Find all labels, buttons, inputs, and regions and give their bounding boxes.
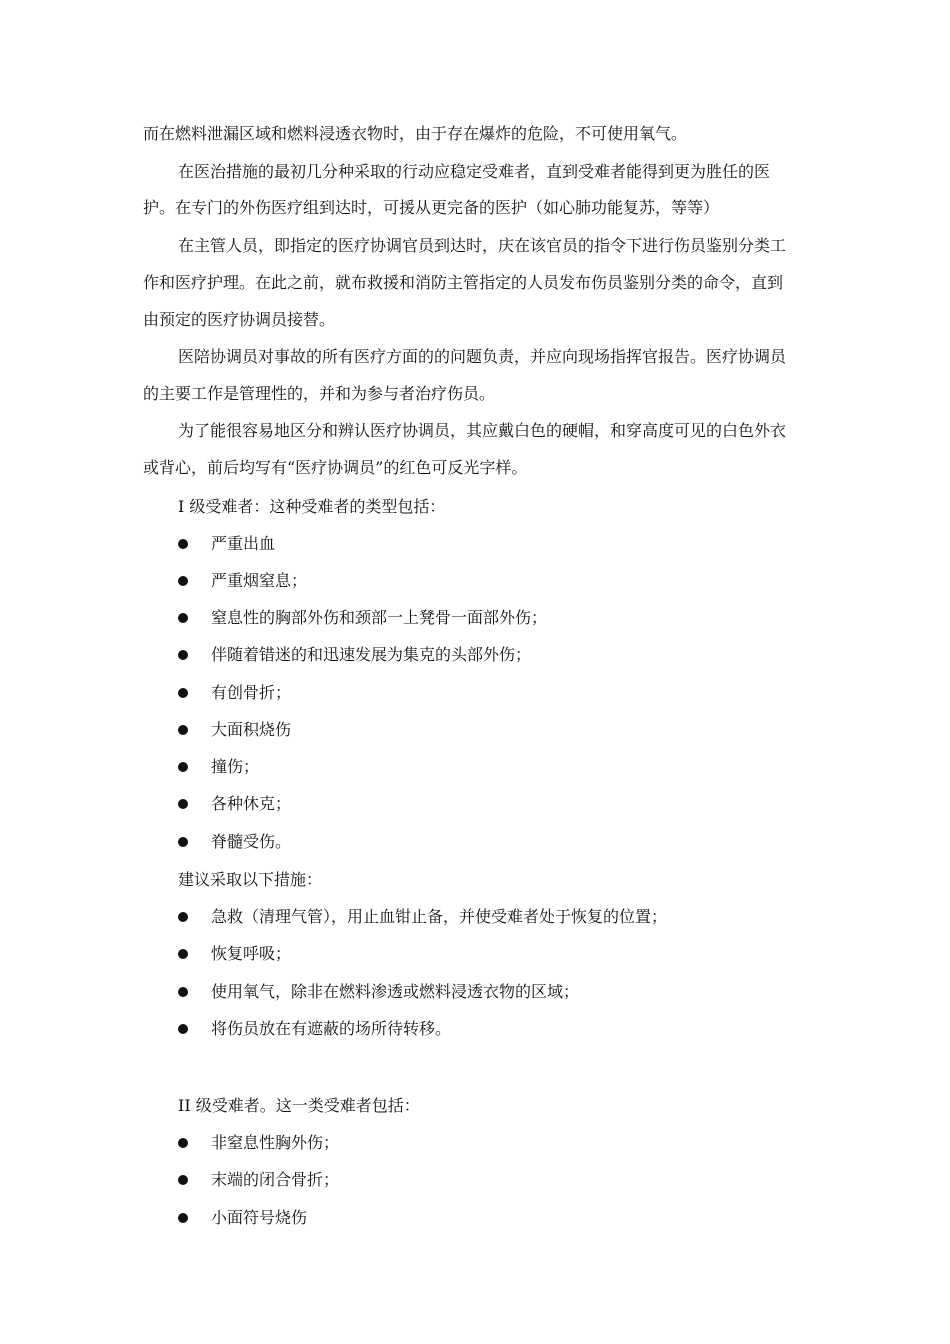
paragraph-line: 由预定的医疗协调员接替。 [143, 310, 336, 329]
bullet-icon [178, 949, 188, 959]
bullet-icon [178, 650, 188, 660]
paragraph-line: 医陪协调员对事故的所有医疗方面的的问题负责，并应向现场指挥官报告。医疗协调员 [178, 347, 787, 366]
paragraph-line: 护。在专门的外伤医疗组到达时，可援从更完备的医护（如心肺功能复苏，等等） [143, 198, 720, 217]
paragraph-line: 在医治措施的最初几分种采取的行动应稳定受难者，直到受难者能得到更为胜任的医 [178, 162, 771, 181]
paragraph-line: 为了能很容易地区分和辨认医疗协调员，其应戴白色的硬帽，和穿高度可见的白色外衣 [178, 421, 787, 440]
bullet-icon [178, 799, 188, 809]
bullet-icon [178, 1024, 188, 1034]
bullet-icon [178, 1138, 188, 1148]
document-page: 而在燃料泄漏区域和燃料浸透衣物时，由于存在爆炸的危险，不可使用氧气。 在医治措施的最初几分种采取的行动应稳定受难者，直到受难者能得到更为胜任的医 护。在专门的外伤医疗组到达时，可援从更完备的医护（如心肺功能复苏，等等） 在主管人员，即指定的医疗协调官员到达时，庆在该官员的指令下进行伤员鉴别分类工 作和医疗护理。在此之前，就布救援和消防主管指定的人员发布伤员鉴别分类的命令，直到 由预定的医疗协调员接替。 医陪协调员对事故的所有医疗方面的的问题负责，并应向现场指挥官报告。医疗协调员 的主要工作是管理性的，并和为参与者治疗伤员。 为了能很容易地区分和辨认医疗协调员，其应戴白色的硬帽，和穿高度可见的白色外衣 或背心，前后均写有“医疗协调员”的红色可反光字样。 I 级受难者：这种受难者的类型包括： 严重出血 严重烟窒息； 窒息性的胸部外伤和颈部一上凳骨一面部外伤； 伴随着错迷的和迅速发展为集克的头部外伤； 有创骨折； 大面积烧伤 撞伤； 各种休克； 脊髓受伤。 建议采取以下措施： 急救（清理气管），用止血钳止备，并使受难者处于恢复的位置； 恢复呼吸； 使用氧气，除非在燃料渗透或燃料浸透衣物的区域； 将伤员放在有遮蔽的场所待转移。 II 级受难者。这一类受难者包括： 非窒息性胸外伤； 末端的闭合骨折； 小面符号烧伤 [143, 124, 787, 1227]
bullet-icon [178, 576, 188, 586]
paragraph-line: 作和医疗护理。在此之前，就布救援和消防主管指定的人员发布伤员鉴别分类的命令，直到 [143, 273, 784, 292]
paragraph-line: 的主要工作是管理性的，并和为参与者治疗伤员。 [143, 384, 496, 403]
paragraph-line: 而在燃料泄漏区域和燃料浸透衣物时，由于存在爆炸的危险，不可使用氧气。 [143, 124, 688, 143]
bullet-icon [178, 912, 188, 922]
class1-heading: I 级受难者：这种受难者的类型包括： [178, 497, 446, 516]
bullet-icon [178, 539, 188, 549]
bullet-icon [178, 1213, 188, 1223]
paragraph-line: 在主管人员，即指定的医疗协调官员到达时，庆在该官员的指令下进行伤员鉴别分类工 [178, 236, 787, 255]
paragraph-line: 或背心，前后均写有“医疗协调员”的红色可反光字样。 [143, 458, 528, 477]
bullet-icon [178, 987, 188, 997]
bullet-icon [178, 613, 188, 623]
bullet-icon [178, 725, 188, 735]
bullet-icon [178, 837, 188, 847]
bullet-icon [178, 688, 188, 698]
bullet-icon [178, 1175, 188, 1185]
bullet-icon [178, 762, 188, 772]
measures-heading: 建议采取以下措施： [178, 870, 323, 889]
class2-heading: II 级受难者。这一类受难者包括： [178, 1096, 420, 1115]
